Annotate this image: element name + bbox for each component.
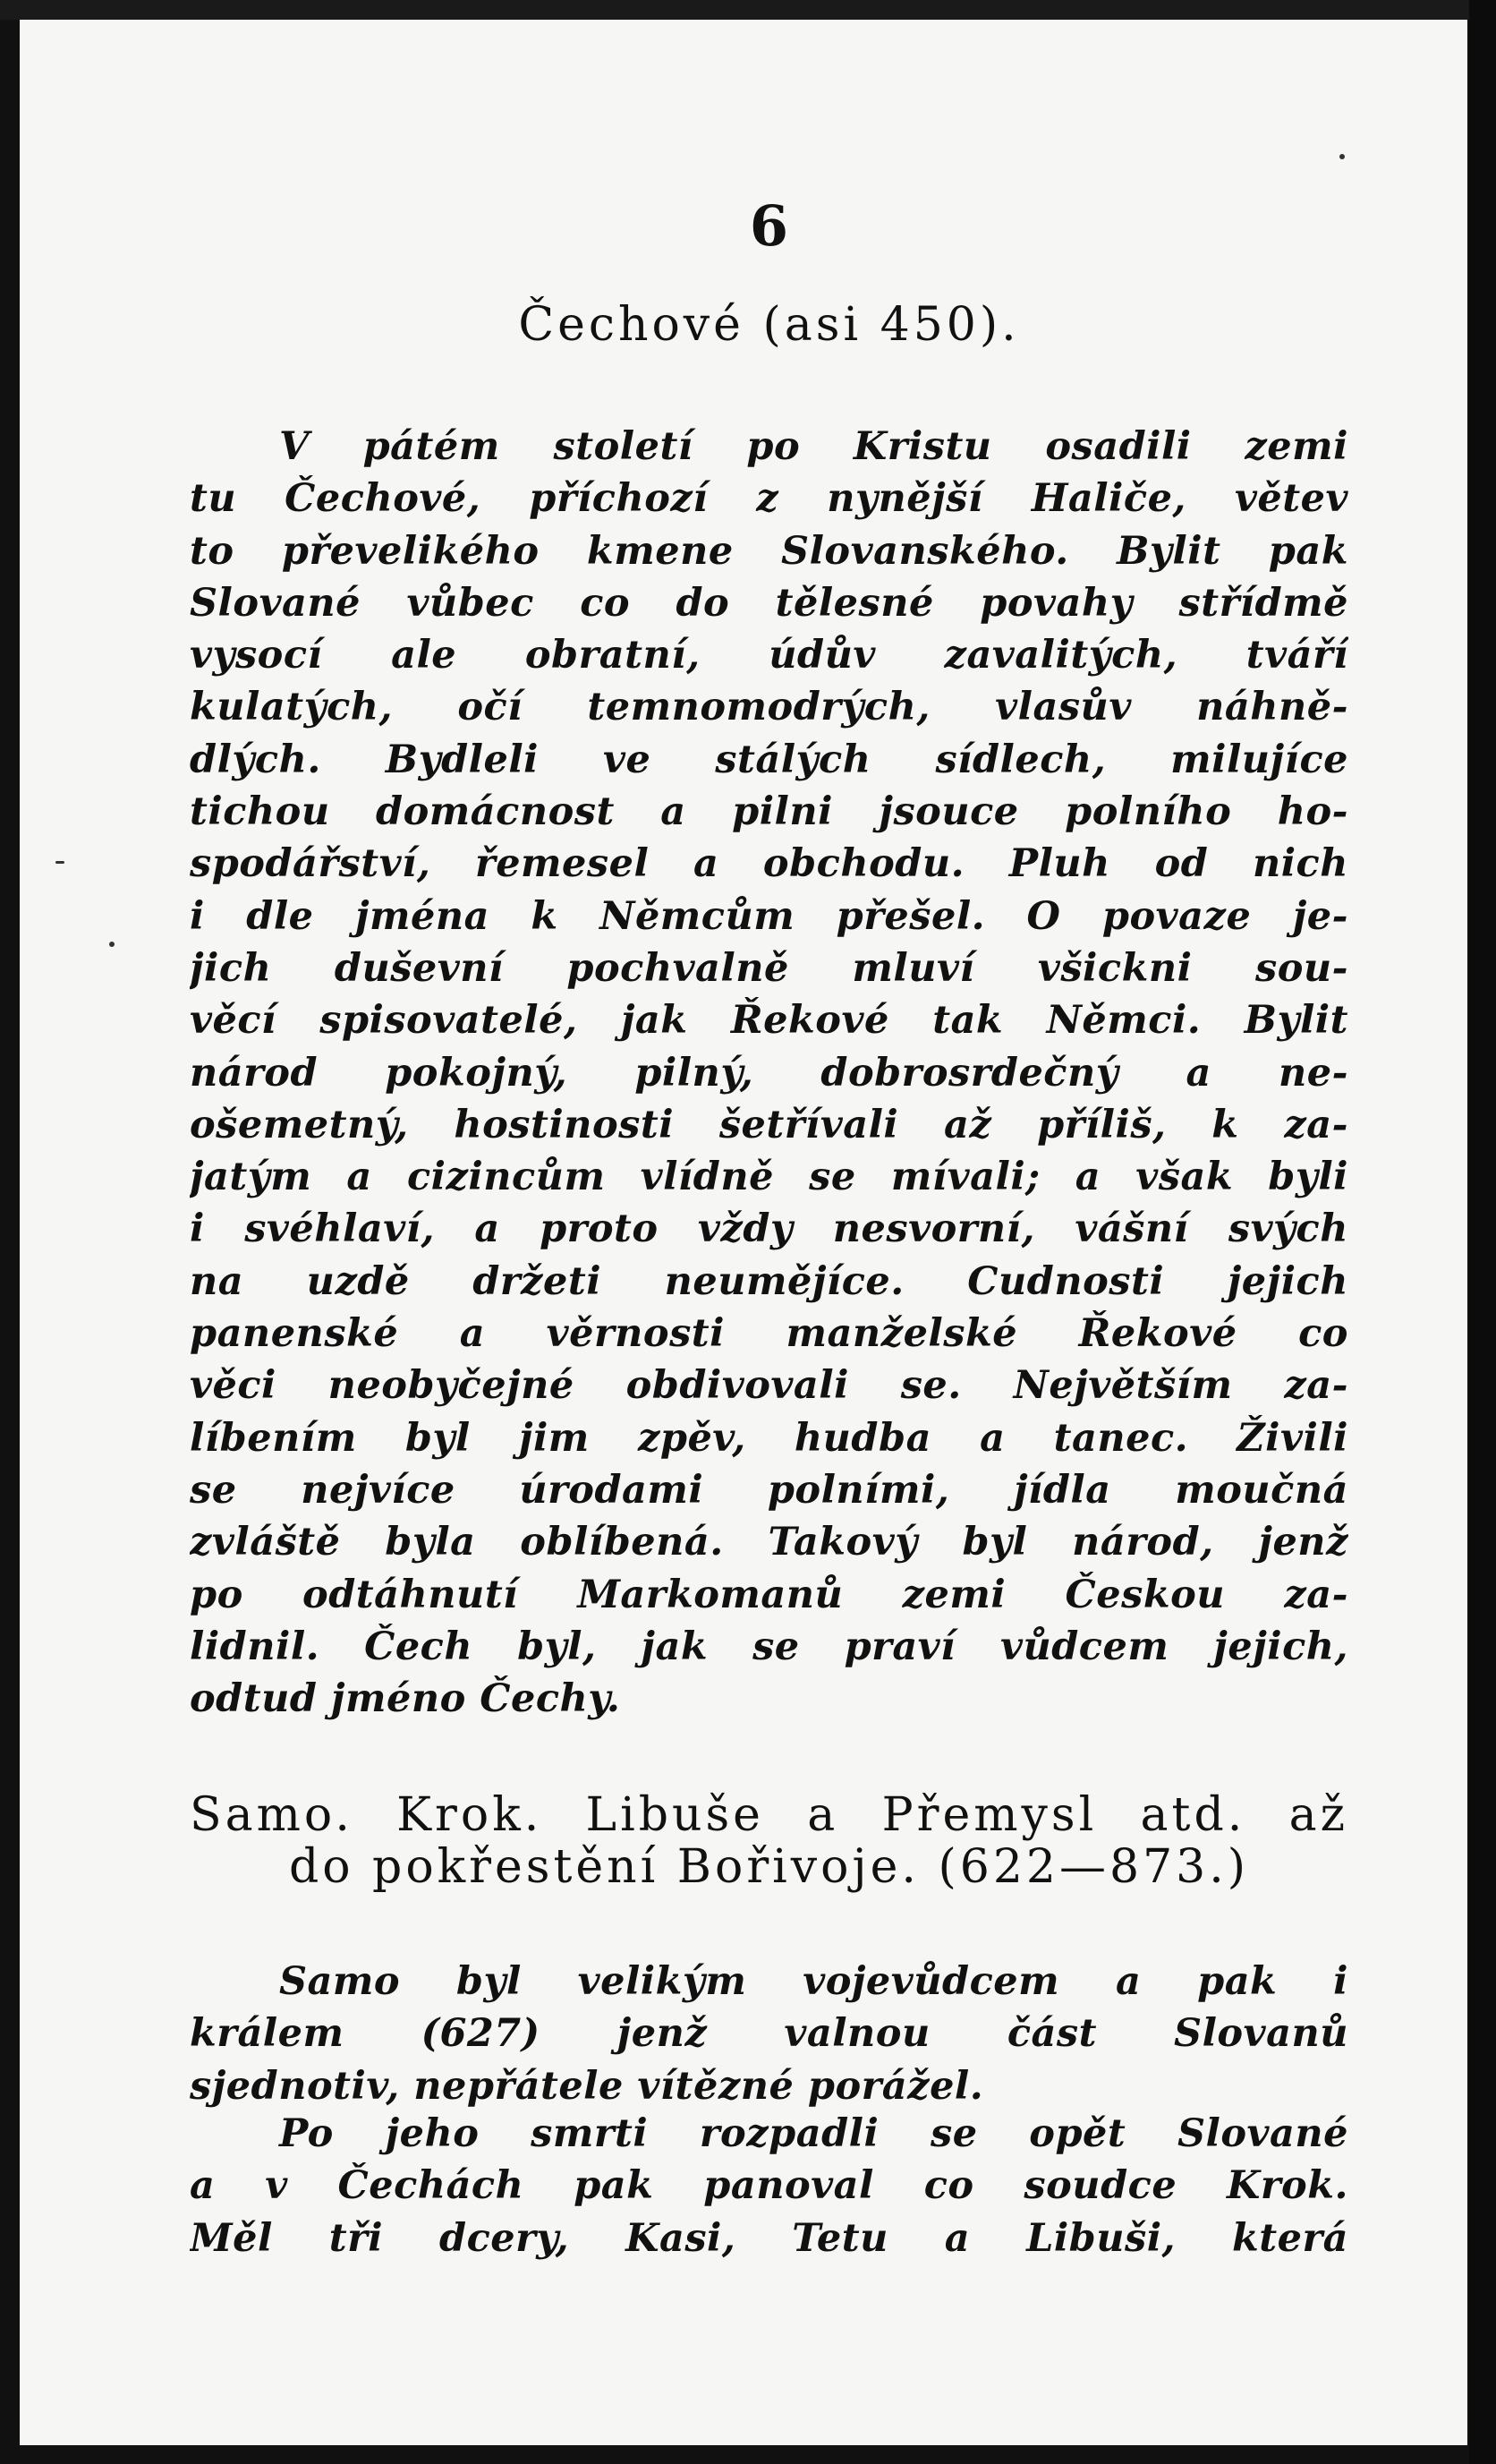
- text-line: i svéhlaví, a proto vždy nesvorní, vášní svých: [190, 1206, 1348, 1252]
- text-line: po odtáhnutí Markomanů zemi Českou za-: [190, 1572, 1348, 1617]
- page-number: 6: [749, 193, 789, 259]
- text-line: to převelikého kmene Slovanského. Bylit pak: [190, 528, 1348, 574]
- text-line: lidnil. Čech byl, jak se praví vůdcem jejich,: [190, 1624, 1348, 1669]
- section-heading-samo: [190, 1789, 1348, 1893]
- section-heading-line: Samo. Krok. Libuše a Přemysl atd. až: [190, 1788, 1348, 1842]
- paragraph-krok: [190, 2108, 1348, 2264]
- text-line: se nejvíce úrodami polními, jídla moučná: [190, 1467, 1348, 1513]
- text-line: ošemetný, hostinosti šetřívali až příliš, k za-: [190, 1102, 1348, 1147]
- text-line: jich duševní pochvalně mluví všickni sou-: [190, 945, 1348, 991]
- text-line: Slované vůbec co do tělesné povahy střídmě: [190, 580, 1348, 626]
- text-line: jatým a cizincům vlídně se mívali; a však byli: [190, 1155, 1348, 1200]
- text-line: vysocí ale obratní, údův zavalitých, tváří: [190, 633, 1348, 678]
- section-heading-line: do pokřestění Bořivoje. (622—873.): [288, 1840, 1250, 1894]
- scan-right-edge: [1469, 0, 1496, 2464]
- margin-mark: [55, 861, 64, 864]
- margin-speck: [109, 942, 115, 947]
- scan-top-border: [0, 0, 1496, 20]
- text-line: líbením byl jim zpěv, hudba a tanec. Živili: [190, 1415, 1348, 1461]
- text-line: kulatých, očí temnomodrých, vlasův náhně-: [190, 685, 1348, 730]
- paragraph-samo: [190, 1956, 1348, 2112]
- text-line: na uzdě držeti neumějíce. Cudnosti jejich: [190, 1258, 1348, 1304]
- text-line: tichou domácnost a pilni jsouce polního ho-: [190, 789, 1348, 835]
- text-line: panenské a věrnosti manželské Řekové co: [190, 1311, 1348, 1357]
- text-line: věcí spisovatelé, jak Řekové tak Němci. Bylit: [190, 998, 1348, 1044]
- text-line: dlých. Bydleli ve stálých sídlech, milujíce: [190, 737, 1348, 782]
- speck-mark: [1339, 154, 1345, 159]
- text-line: i dle jména k Němcům přešel. O povaze je-: [190, 893, 1348, 939]
- text-line: národ pokojný, pilný, dobrosrdečný a ne-: [190, 1050, 1348, 1096]
- paragraph-cechove: [190, 421, 1348, 1725]
- text-line: odtud jméno Čechy.: [190, 1676, 621, 1722]
- text-line: Po jeho smrti rozpadli se opět Slované: [279, 2111, 1348, 2156]
- section-heading-cechove: Čechové (asi 450).: [518, 298, 1020, 352]
- text-line: tu Čechové, příchozí z nynější Haliče, větev: [190, 476, 1348, 522]
- text-line: králem (627) jenž valnou část Slovanů: [190, 2011, 1348, 2057]
- text-line: věci neobyčejné obdivovali se. Největším za-: [190, 1363, 1348, 1409]
- text-line: sjednotiv, nepřátele vítězné porážel.: [190, 2063, 984, 2109]
- text-line: spodářství, řemesel a obchodu. Pluh od nich: [190, 841, 1348, 887]
- text-line: Měl tři dcery, Kasi, Tetu a Libuši, která: [190, 2215, 1348, 2261]
- book-page: [20, 20, 1467, 2445]
- text-line: zvláště byla oblíbená. Takový byl národ, jenž: [190, 1520, 1348, 1565]
- text-line: V pátém století po Kristu osadili zemi: [279, 424, 1348, 469]
- text-line: a v Čechách pak panoval co soudce Krok.: [190, 2163, 1348, 2209]
- text-line: Samo byl velikým vojevůdcem a pak i: [279, 1959, 1348, 2004]
